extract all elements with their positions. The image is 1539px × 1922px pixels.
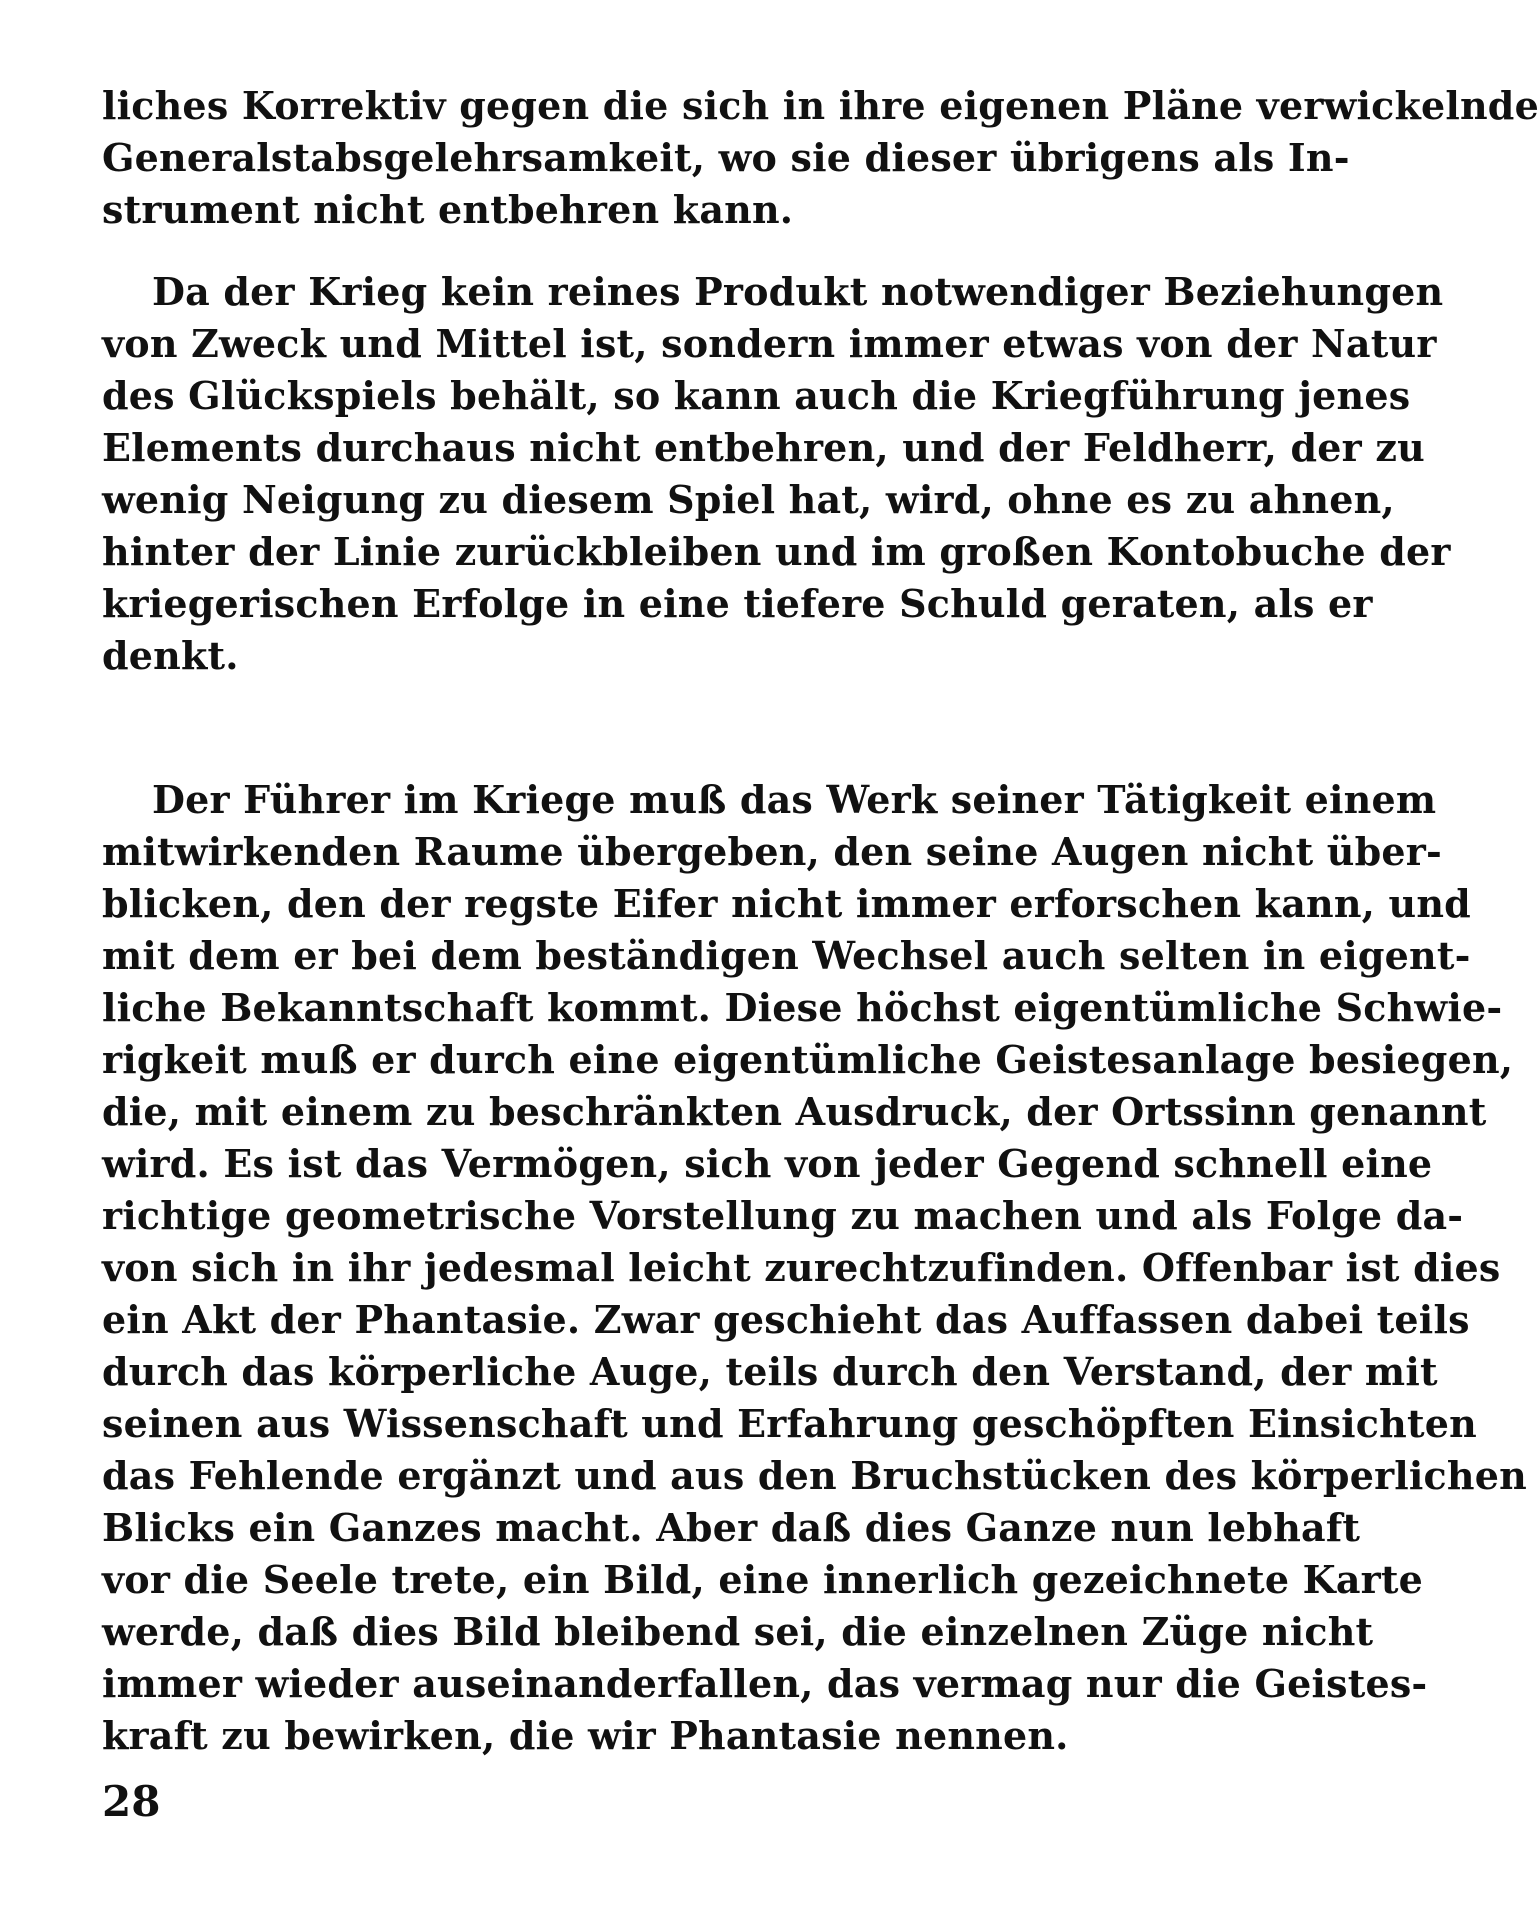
paragraph-3-line-14: das Fehlende ergänzt und aus den Bruchstücken des körperlichen [102,1453,1527,1498]
paragraph-3-line-1: Der Führer im Kriege muß das Werk seiner Tätigkeit einem [152,777,1437,822]
paragraph-2-line-4: Elements durchaus nicht entbehren, und der Feldherr, der zu [102,425,1425,470]
paragraph-3-line-13: seinen aus Wissenschaft und Erfahrung geschöpften Einsichten [102,1401,1477,1446]
paragraph-3-line-19: kraft zu bewirken, die wir Phantasie nennen. [102,1713,1069,1758]
paragraph-3-line-18: immer wieder auseinanderfallen, das vermag nur die Geistes- [102,1661,1428,1706]
paragraph-2-line-3: des Glückspiels behält, so kann auch die Kriegführung jenes [102,373,1411,418]
paragraph-3-line-17: werde, daß dies Bild bleibend sei, die einzelnen Züge nicht [102,1609,1374,1654]
paragraph-3-line-15: Blicks ein Ganzes macht. Aber daß dies Ganze nun lebhaft [102,1505,1361,1550]
paragraph-3-line-9: richtige geometrische Vorstellung zu machen und als Folge da- [102,1193,1464,1238]
paragraph-3-line-3: blicken, den der regste Eifer nicht immer erforschen kann, und [102,881,1471,926]
paragraph-2-line-6: hinter der Linie zurückbleiben und im großen Kontobuche der [102,529,1451,574]
paragraph-1-line-3: strument nicht entbehren kann. [102,187,794,232]
paragraph-3-line-4: mit dem er bei dem beständigen Wechsel auch selten in eigent- [102,933,1471,978]
paragraph-3-line-5: liche Bekanntschaft kommt. Diese höchst eigentümliche Schwie- [102,985,1503,1030]
paragraph-2-line-1: Da der Krieg kein reines Produkt notwendiger Beziehungen [152,269,1444,314]
paragraph-3-line-11: ein Akt der Phantasie. Zwar geschieht das Auffassen dabei teils [102,1297,1470,1342]
paragraph-3-line-16: vor die Seele trete, ein Bild, eine innerlich gezeichnete Karte [102,1557,1424,1602]
paragraph-2-line-7: kriegerischen Erfolge in eine tiefere Schuld geraten, als er [102,581,1373,626]
paragraph-1-line-2: Generalstabsgelehrsamkeit, wo sie dieser übrigens als In- [102,135,1350,180]
paragraph-3-line-6: rigkeit muß er durch eine eigentümliche Geistesanlage besiegen, [102,1037,1514,1082]
paragraph-3-line-7: die, mit einem zu beschränkten Ausdruck, der Ortssinn genannt [102,1089,1487,1134]
paragraph-3-line-10: von sich in ihr jedesmal leicht zurechtzufinden. Offenbar ist dies [102,1245,1501,1290]
paragraph-2-line-2: von Zweck und Mittel ist, sondern immer etwas von der Natur [102,321,1437,366]
paragraph-2-line-8: denkt. [102,633,239,678]
paragraph-3-line-2: mitwirkenden Raume übergeben, den seine Augen nicht über- [102,829,1442,874]
paragraph-3-line-12: durch das körperliche Auge, teils durch den Verstand, der mit [102,1349,1438,1394]
paragraph-3-line-8: wird. Es ist das Vermögen, sich von jeder Gegend schnell eine [102,1141,1433,1186]
paragraph-1-line-1: liches Korrektiv gegen die sich in ihre eigenen Pläne verwickelnde [102,83,1539,128]
paragraph-2-line-5: wenig Neigung zu diesem Spiel hat, wird, ohne es zu ahnen, [102,477,1395,522]
page-number: 28 [102,1777,161,1826]
